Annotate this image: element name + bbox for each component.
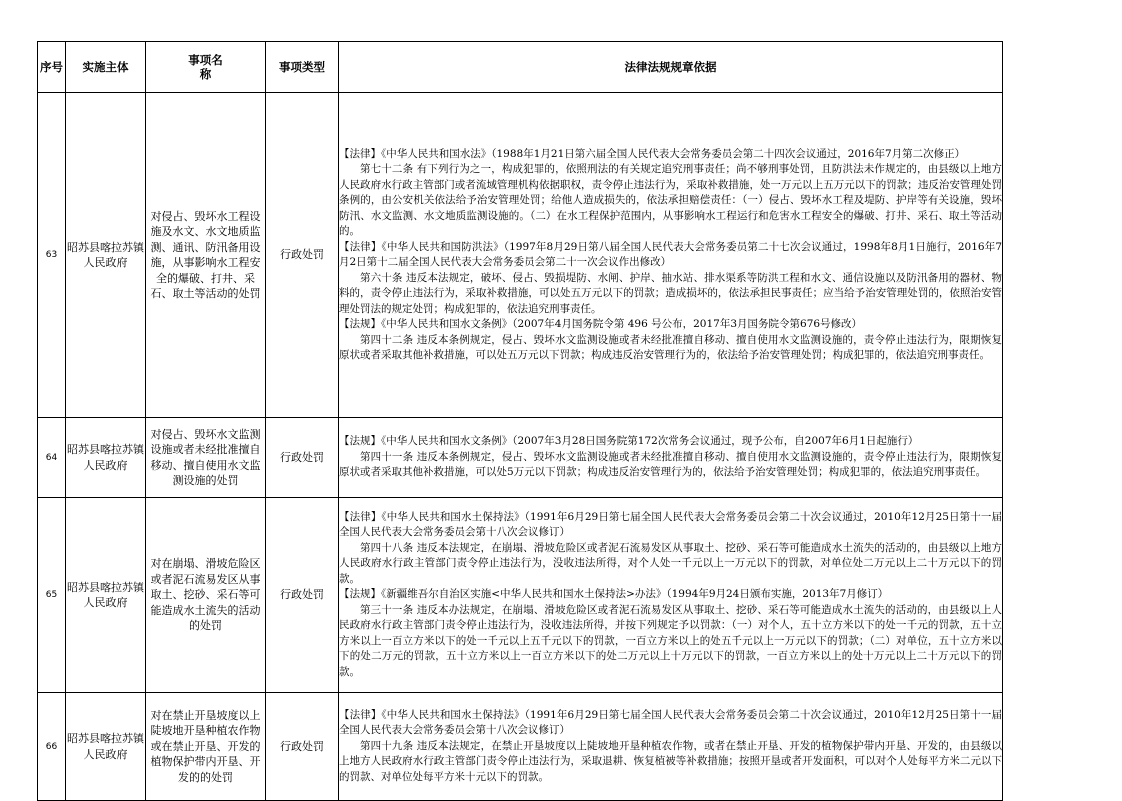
header-item: 事项名称 (146, 42, 266, 93)
law-source: 【法律】《中华人民共和国水土保持法》（1991年6月29日第七届全国人民代表大会常务委员会第二十次会议通过，2010年12月25日第十一届全国人民代表大会常务委员会第十八次会议修订） (339, 708, 1002, 737)
legal-basis (339, 693, 1003, 801)
item-name: 对在禁止开垦坡度以上陡坡地开垦种植农作物或在禁止开垦、开发的植物保护带内开垦、开发的的处罚 (146, 693, 266, 801)
item-name: 对侵占、毁坏水工程设施及水文、水文地质监测、通讯、防汛备用设施，从事影响水工程安全的爆破、打井、采石、取土等活动的处罚 (146, 93, 266, 418)
law-source: 【法律】《中华人民共和国水法》（1988年1月21日第六届全国人民代表大会常务委员会第二十四次会议通过，2016年7月第二次修正） (339, 147, 966, 160)
law-source: 【法律】《中华人民共和国水土保持法》（1991年6月29日第七届全国人民代表大会常务委员会第二十次会议通过，2010年12月25日第十一届全国人民代表大会常务委员会第十八次会议修订） (339, 510, 1002, 539)
row-number: 66 (38, 693, 66, 801)
item-name: 对侵占、毁坏水文监测设施或者未经批准擅自移动、擅自使用水文监测设施的处罚 (146, 418, 266, 498)
law-source: 【法规】《新疆维吾尔自治区实施<中华人民共和国水土保持法>办法》（1994年9月24日颁布实施，2013年7月修订） (339, 588, 889, 601)
implementing-subject: 昭苏县喀拉苏镇人民政府 (66, 418, 146, 498)
table-row (38, 693, 1003, 801)
table-row (38, 498, 1003, 693)
legal-basis (339, 93, 1003, 418)
legal-basis (339, 418, 1003, 498)
law-source: 【法规】《中华人民共和国水文条例》（2007年4月国务院令第 496 号公布，2017年3月国务院令第676号修改） (339, 318, 863, 330)
row-number: 64 (38, 418, 66, 498)
article-text: 第四十九条 违反本法规定，在禁止开垦坡度以上陡坡地开垦种植农作物，或者在禁止开垦、开发的植物保护带内开垦、开发的，由县级以上地方人民政府水行政主管部门责令停止违法行为，采取退耕、恢复植被等补救措施；按照开垦或者开发面积，可以对个人处每平方米二元以下的罚款、对单位处每平方米十元以下的罚款。 (339, 739, 1002, 783)
law-basis-table (37, 41, 1003, 801)
implementing-subject: 昭苏县喀拉苏镇人民政府 (66, 498, 146, 693)
table-row (38, 418, 1003, 498)
row-number: 63 (38, 93, 66, 418)
item-type: 行政处罚 (266, 498, 339, 693)
item-type: 行政处罚 (266, 693, 339, 801)
table-body (38, 93, 1003, 801)
item-name: 对在崩塌、滑坡危险区或者泥石流易发区从事取土、挖砂、采石等可能造成水土流失的活动的处罚 (146, 498, 266, 693)
header-type: 事项类型 (266, 42, 339, 93)
article-text: 第三十一条 违反本办法规定，在崩塌、滑坡危险区或者泥石流易发区从事取土、挖砂、采石等可能造成水土流失的活动的，由县级以上人民政府水行政主管部门责令停止违法行为，没收违法所得，并按下列规定予以罚款：（一）对个人，五十立方米以下的处一千元的罚款，五十立方米以上一百立方米以下的处一千元以上五千元以下的罚款，一百立方米以上的处五千元以上一万元以下的罚款；（二）对单位，五十立方米以下的处二万元的罚款，五十立方米以上一百立方米以下的处二万元以上十万元以下的罚款，一百立方米以上的处十万元以上二十万元以下的罚款。 (339, 603, 1002, 678)
article-text: 第四十八条 违反本法规定，在崩塌、滑坡危险区或者泥石流易发区从事取土、挖砂、采石等可能造成水土流失的活动的，由县级以上地方人民政府水行政主管部门责令停止违法行为，没收违法所得，对个人处一千元以上一万元以下的罚款，对单位处二万元以上二十万元以下的罚款。 (339, 541, 1002, 585)
table-row (38, 93, 1003, 418)
header-num: 序号 (38, 42, 66, 93)
article-text: 第六十条 违反本法规定，破坏、侵占、毁损堤防、水闸、护岸、抽水站、排水渠系等防洪工程和水文、通信设施以及防汛备用的器材、物料的，责令停止违法行为，采取补救措施，可以处五万元以下的罚款；造成损坏的，依法承担民事责任；应当给予治安管理处罚的，依照治安管理处罚法的规定处罚；构成犯罪的，依法追究刑事责任。 (339, 271, 1002, 315)
article-text: 第四十一条 违反本条例规定，侵占、毁坏水文监测设施或者未经批准擅自移动、擅自使用水文监测设施的，责令停止违法行为，限期恢复原状或者采取其他补救措施，可以处5万元以下罚款；构成违反治安管理行为的，依法给予治安管理处罚；构成犯罪的，依法追究刑事责任。 (339, 450, 1002, 479)
implementing-subject: 昭苏县喀拉苏镇人民政府 (66, 93, 146, 418)
implementing-subject: 昭苏县喀拉苏镇人民政府 (66, 693, 146, 801)
item-type: 行政处罚 (266, 93, 339, 418)
article-text: 第四十二条 违反本条例规定，侵占、毁坏水文监测设施或者未经批准擅自移动、擅自使用水文监测设施的，责令停止违法行为，限期恢复原状或者采取其他补救措施，可以处五万元以下罚款；构成违反治安管理行为的，依法给予治安管理处罚；构成犯罪的，依法追究刑事责任。 (339, 333, 1002, 361)
item-type: 行政处罚 (266, 418, 339, 498)
law-source: 【法律】《中华人民共和国防洪法》（1997年8月29日第八届全国人民代表大会常务委员第二十七次会议通过，1998年8月1日施行，2016年7月2日第十二届全国人民代表大会常务委员会第二十一次会议作出修改） (339, 240, 1002, 268)
header-row (38, 42, 1003, 93)
law-source: 【法规】《中华人民共和国水文条例》（2007年3月28日国务院第172次常务会议通过，现予公布，自2007年6月1日起施行） (339, 435, 919, 448)
header-basis: 法律法规规章依据 (339, 42, 1003, 93)
row-number: 65 (38, 498, 66, 693)
legal-basis (339, 498, 1003, 693)
header-subject: 实施主体 (66, 42, 146, 93)
article-text: 第七十二条 有下列行为之一，构成犯罪的，依照刑法的有关规定追究刑事责任；尚不够刑事处罚，且防洪法未作规定的，由县级以上地方人民政府水行政主管部门或者流域管理机构依据职权，责令停止违法行为，采取补救措施，处一万元以上五万元以下的罚款；违反治安管理处罚条例的，由公安机关依法给予治安管理处罚；给他人造成损失的，依法承担赔偿责任：（一）侵占、毁坏水工程及堤防、护岸等有关设施，毁坏防汛、水文监测、水文地质监测设施的。（二）在水工程保护范围内，从事影响水工程运行和危害水工程安全的爆破、打井、采石、取土等活动的。 (339, 163, 1002, 237)
